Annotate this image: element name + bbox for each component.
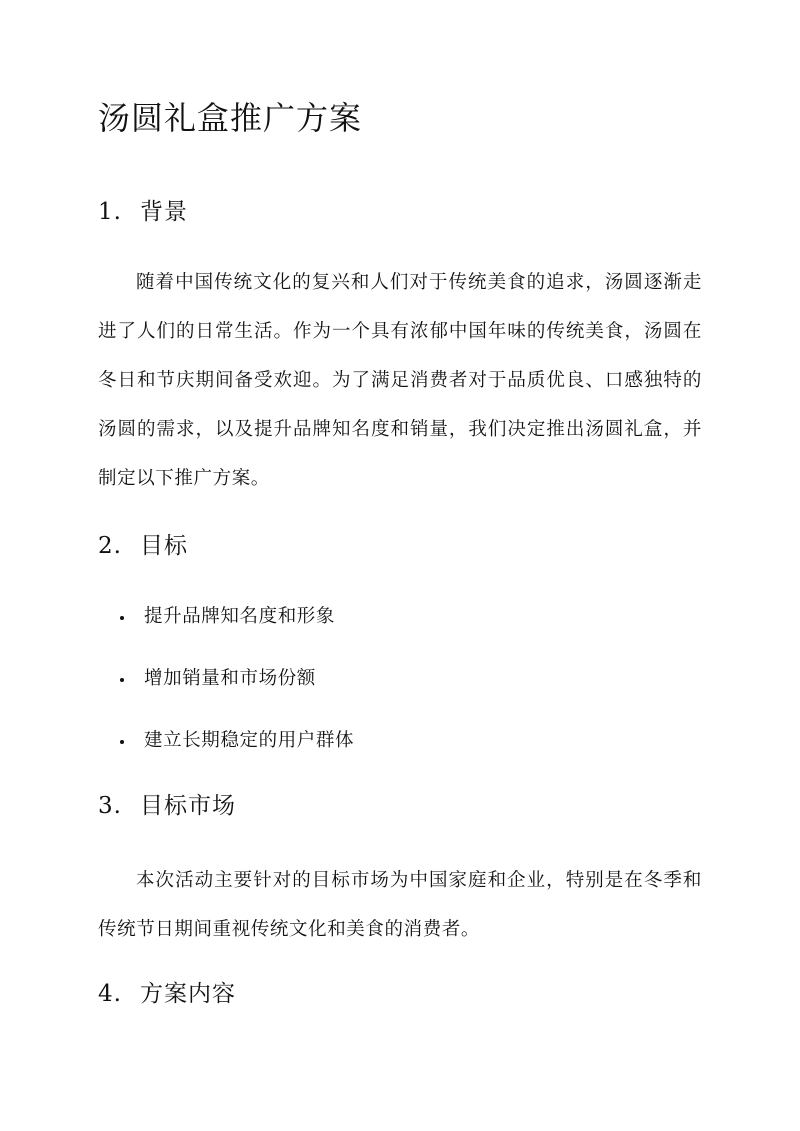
- background-paragraph: 随着中国传统文化的复兴和人们对于传统美食的追求，汤圆逐渐走进了人们的日常生活。作为一个具有浓郁中国年味的传统美食，汤圆在冬日和节庆期间备受欢迎。为了满足消费者对于品质优良、口感独特的汤圆的需求，以及提升品牌知名度和销量，我们决定推出汤圆礼盒，并制定以下推广方案。: [98, 272, 702, 489]
- list-item-text: 提升品牌知名度和形象: [144, 606, 336, 627]
- section-number: 2.: [98, 533, 122, 559]
- section-heading-background: [98, 196, 188, 228]
- section-heading-goals: [98, 530, 188, 562]
- bullet-icon: [120, 616, 124, 620]
- section-number: 4.: [98, 981, 122, 1007]
- target-market-paragraph: 本次活动主要针对的目标市场为中国家庭和企业，特别是在冬季和传统节日期间重视传统文化和美食的消费者。: [98, 870, 702, 940]
- section-title: 目标市场: [140, 793, 236, 819]
- section-title: 背景: [140, 199, 188, 225]
- section-title: 方案内容: [140, 981, 236, 1007]
- section-heading-plan-content: [98, 978, 236, 1010]
- bullet-icon: [120, 678, 124, 682]
- section-title: 目标: [140, 533, 188, 559]
- list-item-text: 增加销量和市场份额: [144, 668, 316, 689]
- section-number: 3.: [98, 793, 122, 819]
- section-heading-target-market: [98, 790, 236, 822]
- document-title: 汤圆礼盒推广方案: [98, 99, 363, 137]
- list-item-text: 建立长期稳定的用户群体: [144, 730, 355, 751]
- bullet-icon: [120, 740, 124, 744]
- section-number: 1.: [98, 199, 122, 225]
